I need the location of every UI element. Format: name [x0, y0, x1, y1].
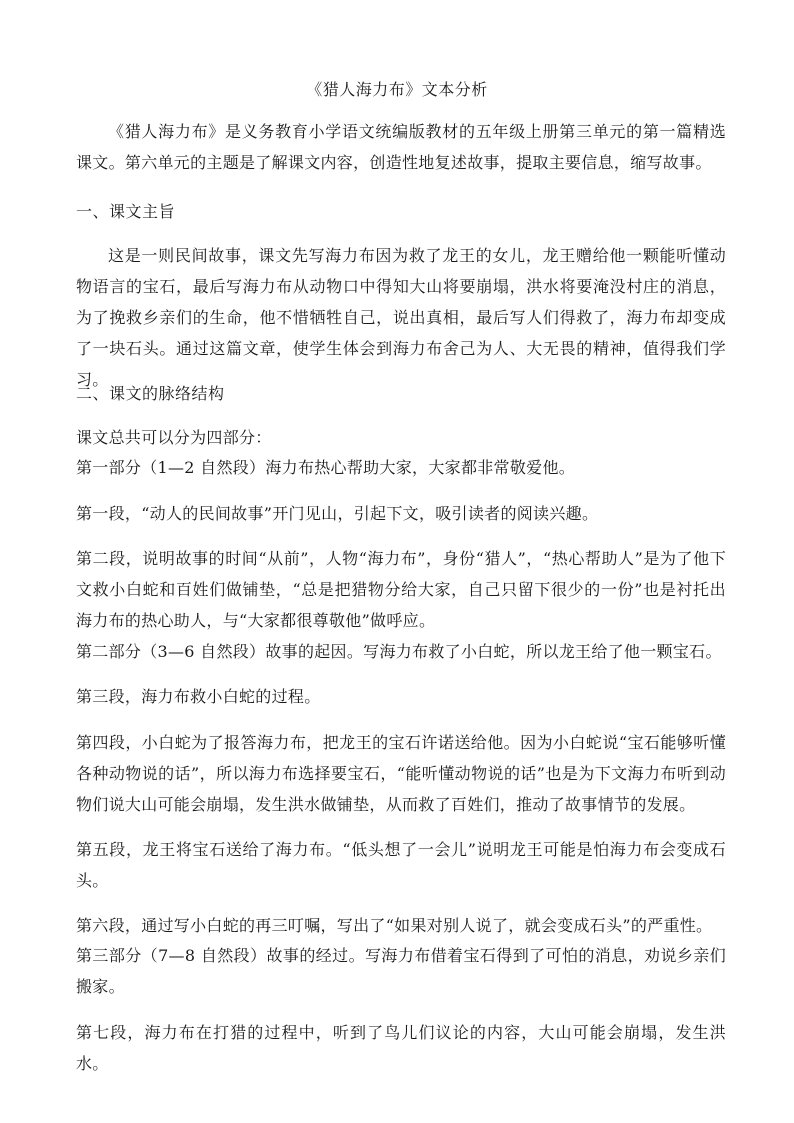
- part-three-summary: 第三部分（7—8 自然段）故事的经过。写海力布借着宝石得到了可怕的消息，劝说乡亲们搬家。: [76, 946, 726, 996]
- intro-paragraph: 《猎人海力布》是义务教育小学语文统编版教材的五年级上册第三单元的第一篇精选课文。第六单元的主题是了解课文内容，创造性地复述故事，提取主要信息，缩写故事。: [76, 122, 726, 172]
- part-one-summary: 第一部分（1—2 自然段）海力布热心帮助大家，大家都非常敬爱他。: [76, 458, 576, 477]
- structure-intro: 课文总共可以分为四部分：: [76, 428, 272, 447]
- section-heading-structure: 二、课文的脉络结构: [76, 384, 225, 403]
- paragraph-three-analysis: 第三段，海力布救小白蛇的过程。: [76, 687, 321, 706]
- part-two-summary: 第二部分（3—6 自然段）故事的起因。写海力布救了小白蛇，所以龙王给了他一颗宝石。: [76, 642, 722, 661]
- paragraph-one-analysis: 第一段，“动人的民间故事”开门见山，引起下文，吸引读者的阅读兴趣。: [76, 504, 599, 523]
- paragraph-two-analysis: 第二段，说明故事的时间“从前”，人物“海力布”，身份“猎人”，“热心帮助人”是为了他下文救小白蛇和百姓们做铺垫，“总是把猎物分给大家，自己只留下很少的一份”也是衬托出海力布的热心助人，与“大家都很尊敬他”做呼应。: [76, 549, 726, 630]
- paragraph-five-analysis: 第五段，龙王将宝石送给了海力布。“低头想了一会儿”说明龙王可能是怕海力布会变成石头。: [76, 840, 726, 890]
- document-title: 《猎人海力布》文本分析: [306, 80, 488, 99]
- paragraph-six-analysis: 第六段，通过写小白蛇的再三叮嘱，写出了“如果对别人说了，就会变成石头”的严重性。: [76, 916, 713, 935]
- paragraph-four-analysis: 第四段，小白蛇为了报答海力布，把龙王的宝石许诺送给他。因为小白蛇说“宝石能够听懂各种动物说的话”，所以海力布选择要宝石，“能听懂动物说的话”也是为下文海力布听到动物们说大山可能会崩塌，发生洪水做铺垫，从而救了百姓们，推动了故事情节的发展。: [76, 733, 726, 814]
- section-heading-theme: 一、课文主旨: [76, 202, 176, 221]
- paragraph-seven-analysis: 第七段，海力布在打猎的过程中，听到了鸟儿们议论的内容，大山可能会崩塌，发生洪水。: [76, 1023, 726, 1073]
- theme-paragraph: 这是一则民间故事，课文先写海力布因为救了龙王的女儿，龙王赠给他一颗能听懂动物语言的宝石，最后写海力布从动物口中得知大山将要崩塌，洪水将要淹没村庄的消息，为了挽救乡亲们的生命，他不惜牺牲自己，说出真相，最后写人们得救了，海力布却变成了一块石头。通过这篇文章，使学生体会到海力布舍己为人、大无畏的精神，值得我们学习。: [76, 246, 726, 389]
